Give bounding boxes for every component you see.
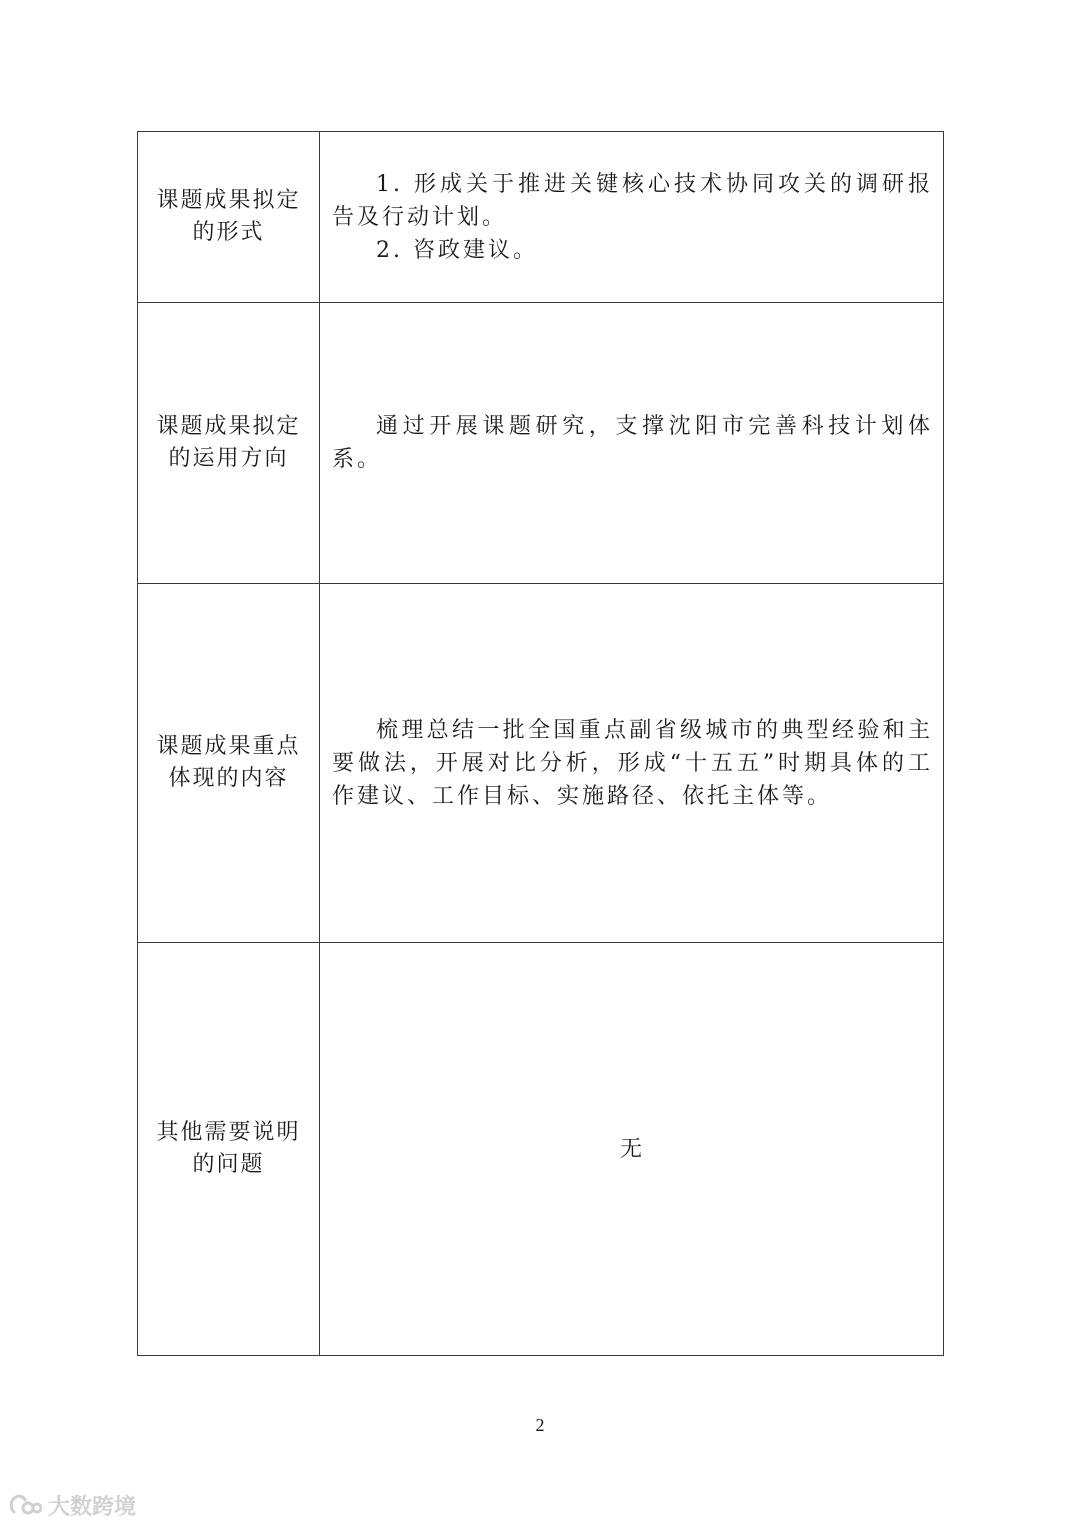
row-label: 课题成果拟定的运用方向	[156, 414, 301, 471]
row-label-cell	[138, 132, 320, 303]
row-label-cell	[138, 584, 320, 943]
row-label: 课题成果拟定的形式	[156, 188, 301, 245]
content-paragraph: 通过开展课题研究，支撑沈阳市完善科技计划体系。	[332, 414, 933, 472]
row-label-cell	[138, 943, 320, 1356]
row-content-cell	[320, 943, 944, 1356]
content-paragraph: 无	[619, 1136, 645, 1162]
content-paragraph: 梳理总结一批全国重点副省级城市的典型经验和主要做法，开展对比分析，形成“十五五”时期具体的工作建议、工作目标、实施路径、依托主体等。	[332, 717, 933, 809]
row-label: 课题成果重点体现的内容	[156, 734, 301, 791]
row-content-cell	[320, 584, 944, 943]
row-content-cell	[320, 132, 944, 303]
watermark-text: 大数跨境	[48, 1494, 137, 1520]
content-paragraph: 2. 咨政建议。	[376, 237, 538, 263]
table-row	[138, 303, 944, 584]
table-row	[138, 584, 944, 943]
table-row	[138, 132, 944, 303]
row-content-cell	[320, 303, 944, 584]
table-row	[138, 943, 944, 1356]
watermark	[8, 1490, 136, 1520]
project-form-table	[137, 131, 944, 1356]
row-label-cell	[138, 303, 320, 584]
logo-icon	[8, 1492, 42, 1518]
content-paragraph: 1. 形成关于推进关键核心技术协同攻关的调研报告及行动计划。	[332, 171, 933, 230]
row-label: 其他需要说明的问题	[156, 1120, 301, 1177]
page-number: 2	[535, 1415, 545, 1435]
